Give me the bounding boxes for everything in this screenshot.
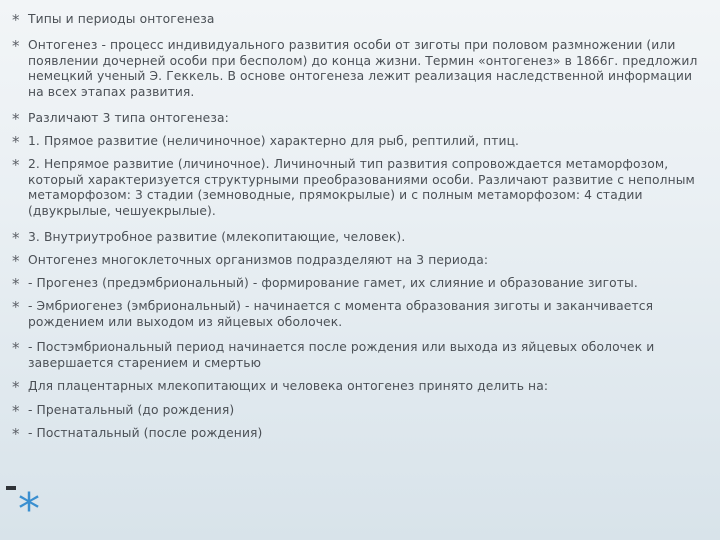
bullet-text: - Пренатальный (до рождения) — [28, 403, 235, 417]
bullet-item-progenesis — [12, 276, 702, 292]
bullet-text: 1. Прямое развитие (неличиночное) характерно для рыб, рептилий, птиц. — [28, 134, 520, 148]
bullet-text: Для плацентарных млекопитающих и человека онтогенез принято делить на: — [28, 379, 549, 393]
footer-asterisk-icon: * — [18, 484, 40, 535]
bullet-asterisk-icon: * — [12, 156, 20, 174]
bullet-item-placental — [12, 379, 702, 395]
bullet-item-postnatal — [12, 426, 702, 442]
bullet-asterisk-icon: * — [12, 37, 20, 55]
bullet-text: - Постнатальный (после рождения) — [28, 426, 263, 440]
bullet-text: Типы и периоды онтогенеза — [28, 12, 215, 26]
bullet-item-embryogenesis — [12, 299, 702, 330]
bullet-asterisk-icon: * — [12, 298, 20, 316]
bullet-text: Онтогенез многоклеточных организмов подразделяют на 3 периода: — [28, 253, 489, 267]
bullet-text: Различают 3 типа онтогенеза: — [28, 111, 229, 125]
bullet-asterisk-icon: * — [12, 425, 20, 443]
bullet-item-type-3 — [12, 230, 702, 246]
bullet-item-type-1 — [12, 134, 702, 150]
bullet-asterisk-icon: * — [12, 402, 20, 420]
bullet-asterisk-icon: * — [12, 11, 20, 29]
bullet-asterisk-icon: * — [12, 378, 20, 396]
bullet-text: Онтогенез - процесс индивидуального развития особи от зиготы при половом размножении (или появлении дочерней особи при бесполом) до конца жизни. Термин «онтогенез» в 1866г. предложил немецкий ученый Э. Геккель. В основе онтогенеза лежит реализация наследственной информации на всех этапах развития. — [28, 38, 698, 99]
footer-dash-mark — [6, 486, 16, 490]
bullet-item-types-intro — [12, 111, 702, 127]
bullet-item-definition — [12, 38, 702, 100]
bullet-asterisk-icon: * — [12, 275, 20, 293]
bullet-asterisk-icon: * — [12, 133, 20, 151]
bullet-text: - Прогенез (предэмбриональный) - формирование гамет, их слияние и образование зиготы. — [28, 276, 638, 290]
bullet-item-title — [12, 12, 702, 28]
bullet-asterisk-icon: * — [12, 229, 20, 247]
bullet-text: 2. Непрямое развитие (личиночное). Личиночный тип развития сопровождается метаморфозом, который характеризуется структурными преобразованиями особи. Различают развитие с неполным метаморфозом: 3 стадии (земноводные, прямокрылые) и с полным метаморфозом: 4 стадии (двукрылые, чешуекрылые). — [28, 157, 695, 218]
bullet-item-postembryonic — [12, 340, 702, 371]
bullet-asterisk-icon: * — [12, 110, 20, 128]
bullet-item-prenatal — [12, 403, 702, 419]
bullet-text: - Эмбриогенез (эмбриональный) - начинается с момента образования зиготы и заканчивается рождением или выходом из яйцевых оболочек. — [28, 299, 654, 329]
bullet-item-type-2 — [12, 157, 702, 219]
bullet-text: 3. Внутриутробное развитие (млекопитающие, человек). — [28, 230, 406, 244]
bullet-asterisk-icon: * — [12, 252, 20, 270]
bullet-text: - Постэмбриональный период начинается после рождения или выхода из яйцевых оболочек и завершается старением и смертью — [28, 340, 655, 370]
bullet-item-periods-intro — [12, 253, 702, 269]
bullet-asterisk-icon: * — [12, 339, 20, 357]
